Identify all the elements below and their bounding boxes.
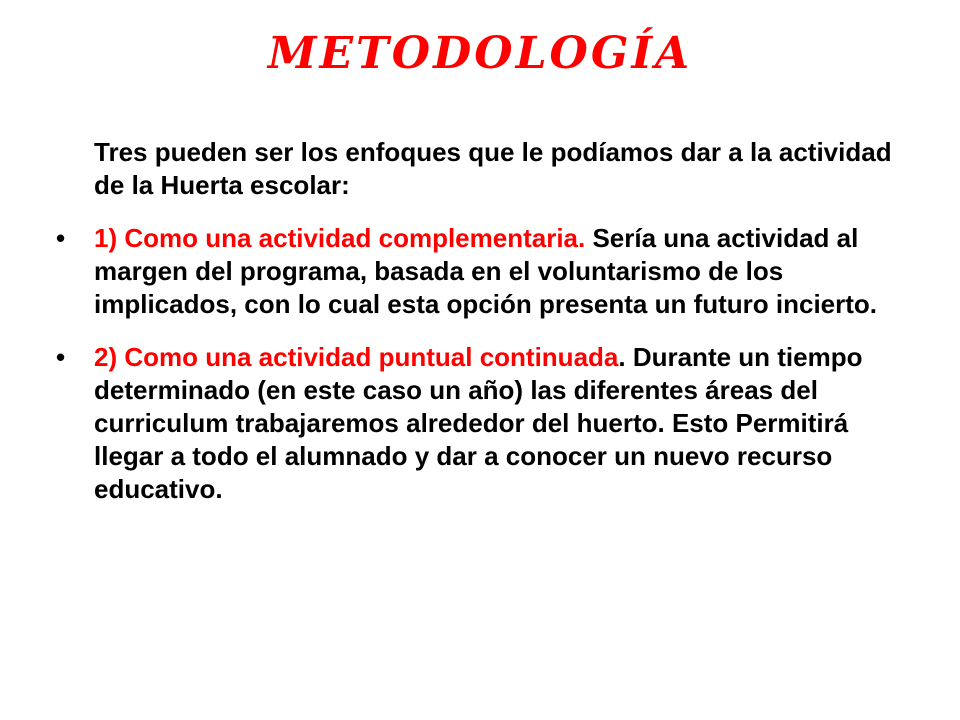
bullet-dot-icon: •	[56, 223, 66, 253]
bullet-1-text: Sería una actividad al margen del programa, basada en el voluntarismo de los implicados, con lo cual esta opción presenta un futuro incierto.	[94, 223, 878, 319]
bullet-2-text: . Durante un tiempo determinado (en este caso un año) las diferentes áreas del curriculum trabajaremos alrededor del huerto. Esto Permitirá llegar a todo el alumnado y dar a conocer un nuevo recurso educativo.	[94, 342, 863, 504]
slide-content	[56, 136, 916, 526]
bullet-2-highlight: 2) Como una actividad puntual continuada	[94, 342, 619, 372]
bullet-dot-icon: •	[56, 342, 66, 372]
bullet-1-highlight: 1) Como una actividad complementaria.	[94, 223, 586, 253]
intro-paragraph: Tres pueden ser los enfoques que le podíamos dar a la actividad de la Huerta escolar:	[94, 137, 892, 200]
bullet-item-1	[56, 222, 916, 321]
slide-title: METODOLOGÍA	[267, 28, 693, 79]
bullet-item-2	[56, 341, 916, 506]
